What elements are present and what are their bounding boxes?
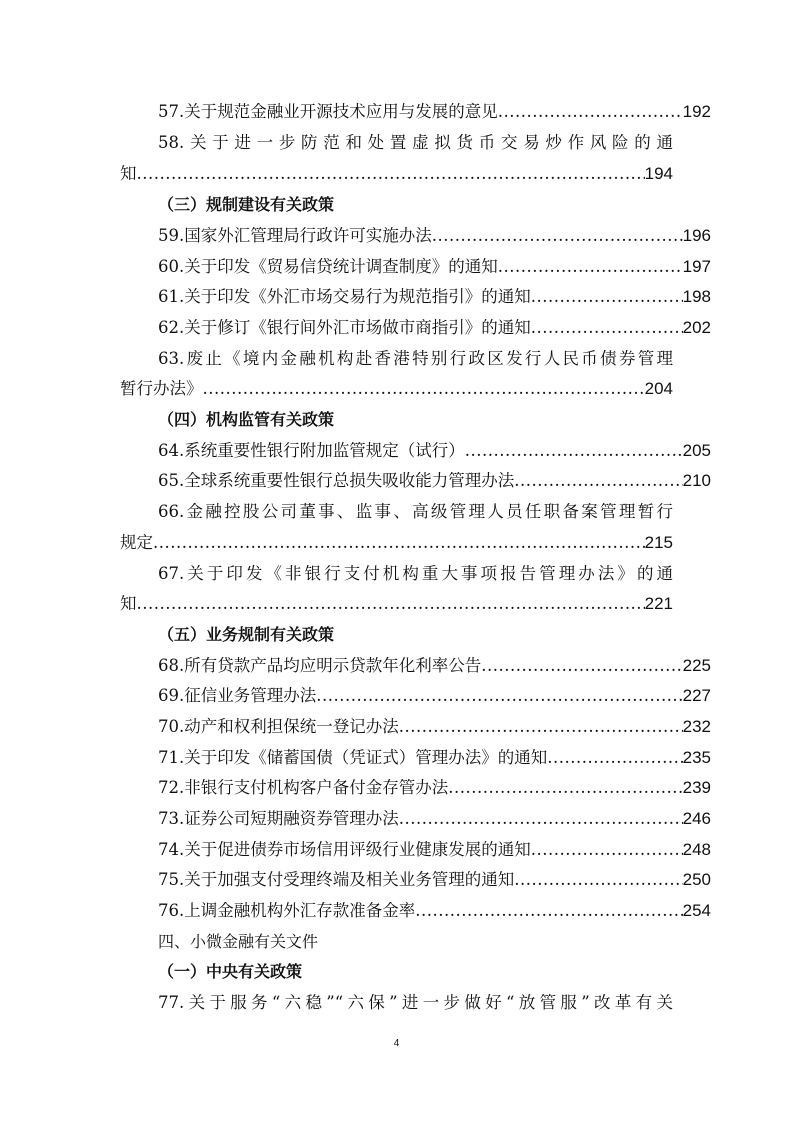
toc-entry-71[interactable] <box>120 743 711 773</box>
dot-leader <box>514 865 682 895</box>
dot-leader <box>316 681 682 711</box>
toc-entry-title: 59.国家外汇管理局行政许可实施办法 <box>158 226 432 245</box>
page-number: 4 <box>393 1038 400 1049</box>
toc-entry-66-line1[interactable]: 66.金融控股公司董事、监事、高级管理人员任职备案管理暂行 <box>158 502 673 521</box>
toc-entry-72[interactable] <box>120 773 711 803</box>
toc-entry-title: 68.所有贷款产品均应明示贷款年化利率公告 <box>158 656 482 675</box>
toc-entry-77-line1[interactable]: 77.关于服务“六稳”“六保”进一步做好“放管服”改革有关 <box>158 993 673 1012</box>
part-heading-4: 四、小微金融有关文件 <box>158 932 319 951</box>
toc-entry-60[interactable] <box>120 252 711 282</box>
toc-page-number: 198 <box>682 287 711 306</box>
toc-entry-65[interactable] <box>120 466 711 496</box>
toc-entry-title: 规定 <box>120 533 153 552</box>
toc-entry-title: 64.系统重要性银行附加监管规定（试行） <box>158 441 465 460</box>
dot-leader <box>531 313 683 343</box>
toc-entry-69[interactable] <box>120 681 711 711</box>
section-heading-4: （四）机构监管有关政策 <box>158 410 335 429</box>
dot-leader <box>399 712 683 742</box>
toc-page-number: 227 <box>682 686 711 705</box>
toc-page-number: 246 <box>682 809 711 828</box>
toc-page-number: 221 <box>644 594 673 613</box>
dot-leader <box>531 282 683 312</box>
toc-page-number: 205 <box>682 441 711 460</box>
toc-entry-76[interactable] <box>120 896 711 926</box>
toc-entry-62[interactable] <box>120 313 711 343</box>
toc-page-number: 254 <box>682 901 711 920</box>
toc-entry-title: 74.关于促进债券市场信用评级行业健康发展的通知 <box>158 840 531 859</box>
toc-page-number: 194 <box>644 164 673 183</box>
toc-page-number: 248 <box>682 840 711 859</box>
toc-entry-61[interactable] <box>120 282 711 312</box>
toc-entry-title: 73.证券公司短期融资券管理办法 <box>158 809 399 828</box>
toc-page-number: 196 <box>682 226 711 245</box>
dot-leader <box>137 589 645 619</box>
toc-entry-title: 60.关于印发《贸易信贷统计调查制度》的通知 <box>158 257 498 276</box>
toc-entry-title: 知 <box>120 164 137 183</box>
toc-page-number: 197 <box>682 257 711 276</box>
dot-leader <box>415 896 682 926</box>
toc-page-number: 250 <box>682 870 711 889</box>
dot-leader <box>203 374 645 404</box>
toc-entry-73[interactable] <box>120 804 711 834</box>
toc-entry-64[interactable] <box>120 436 711 466</box>
toc-entry-63-line1[interactable]: 63.废止《境内金融机构赴香港特别行政区发行人民币债券管理 <box>158 349 673 368</box>
section-heading-1: （一）中央有关政策 <box>158 962 303 981</box>
dot-leader <box>432 221 683 251</box>
toc-entry-68[interactable] <box>120 651 711 681</box>
toc-page-number: 225 <box>682 656 711 675</box>
toc-entry-66-line2[interactable] <box>120 528 673 558</box>
dot-leader <box>137 159 645 189</box>
toc-entry-67-line1[interactable]: 67.关于印发《非银行支付机构重大事项报告管理办法》的通 <box>158 564 673 583</box>
dot-leader <box>547 743 682 773</box>
toc-entry-title: 57.关于规范金融业开源技术应用与发展的意见 <box>158 102 498 121</box>
toc-entry-59[interactable] <box>120 221 711 251</box>
dot-leader <box>514 466 682 496</box>
section-heading-3: （三）规制建设有关政策 <box>158 195 335 214</box>
toc-entry-58-line2[interactable] <box>120 159 673 189</box>
toc-entry-title: 72.非银行支付机构客户备付金存管办法 <box>158 778 449 797</box>
toc-entry-57[interactable] <box>120 97 711 127</box>
toc-page-number: 215 <box>644 533 673 552</box>
toc-entry-title: 61.关于印发《外汇市场交易行为规范指引》的通知 <box>158 287 531 306</box>
dot-leader <box>448 773 682 803</box>
toc-page-number: 210 <box>682 471 711 490</box>
toc-entry-title: 71.关于印发《储蓄国债（凭证式）管理办法》的通知 <box>158 748 548 767</box>
toc-entry-title: 76.上调金融机构外汇存款准备金率 <box>158 901 416 920</box>
toc-entry-58-line1[interactable]: 58.关于进一步防范和处置虚拟货币交易炒作风险的通 <box>158 133 673 152</box>
dot-leader <box>531 835 683 865</box>
toc-entry-title: 62.关于修订《银行间外汇市场做市商指引》的通知 <box>158 318 531 337</box>
section-heading-5: （五）业务规制有关政策 <box>158 625 335 644</box>
toc-entry-75[interactable] <box>120 865 711 895</box>
dot-leader <box>498 97 683 127</box>
toc-entry-title: 75.关于加强支付受理终端及相关业务管理的通知 <box>158 870 515 889</box>
toc-entry-title: 69.征信业务管理办法 <box>158 686 317 705</box>
toc-page-number: 202 <box>682 318 711 337</box>
toc-page-number: 239 <box>682 778 711 797</box>
toc-entry-title: 知 <box>120 594 137 613</box>
toc-entry-title: 暂行办法》 <box>120 379 203 398</box>
toc-page-number: 204 <box>644 379 673 398</box>
toc-entry-title: 65.全球系统重要性银行总损失吸收能力管理办法 <box>158 471 515 490</box>
toc-entry-67-line2[interactable] <box>120 589 673 619</box>
toc-entry-title: 70.动产和权利担保统一登记办法 <box>158 717 399 736</box>
dot-leader <box>465 436 683 466</box>
dot-leader <box>498 252 683 282</box>
toc-page-number: 192 <box>682 102 711 121</box>
toc-entry-63-line2[interactable] <box>120 374 673 404</box>
toc-page-number: 235 <box>682 748 711 767</box>
toc-entry-70[interactable] <box>120 712 711 742</box>
dot-leader <box>153 528 645 558</box>
dot-leader <box>399 804 683 834</box>
dot-leader <box>481 651 682 681</box>
toc-entry-74[interactable] <box>120 835 711 865</box>
toc-page-number: 232 <box>682 717 711 736</box>
